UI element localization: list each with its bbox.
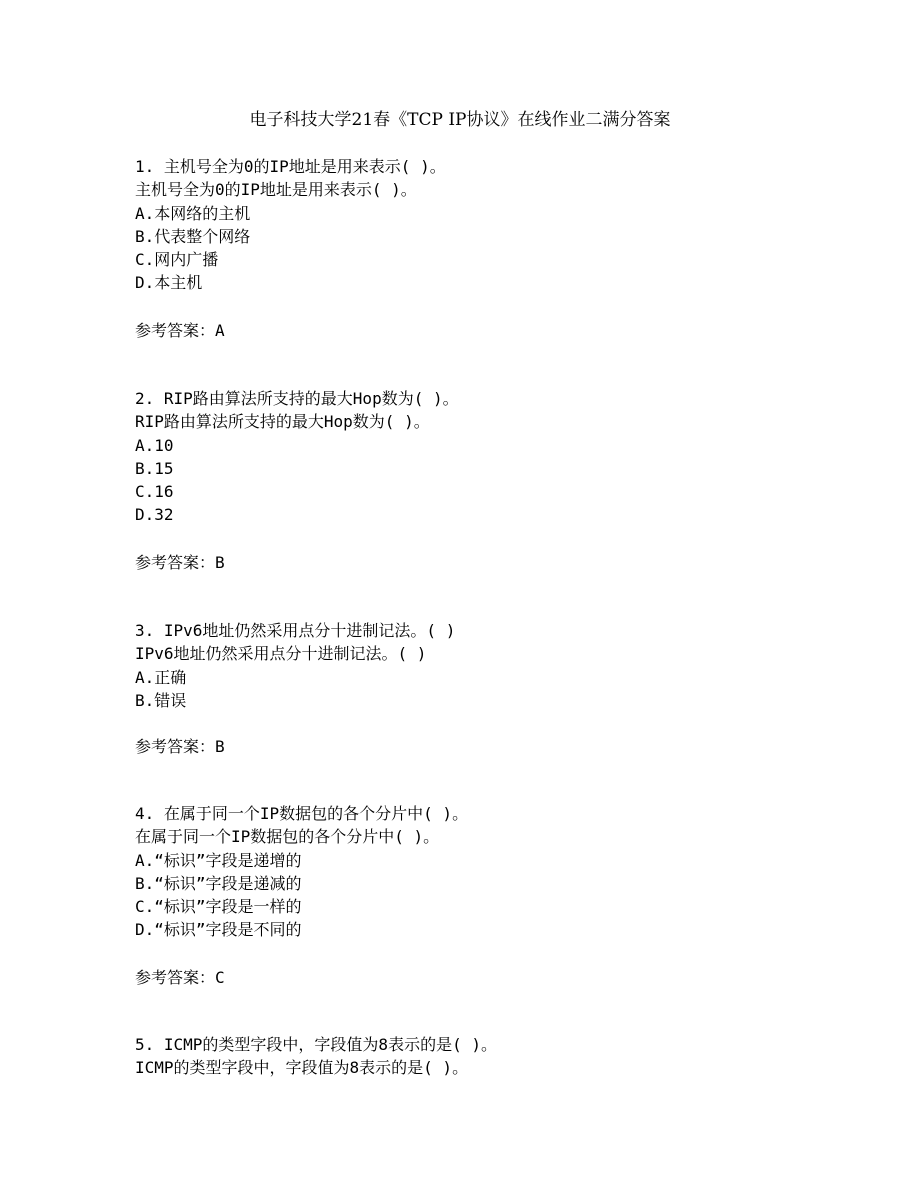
question-stem: 主机号全为0的IP地址是用来表示( )。 [135,180,417,200]
question-5 [135,1033,835,1080]
option-b: B.代表整个网络 [135,226,251,246]
option-c: C.网内广播 [135,250,219,270]
question-heading: 5. ICMP的类型字段中，字段值为8表示的是( )。 [135,1035,497,1054]
question-2 [135,387,835,572]
option-b: B.错误 [135,690,187,710]
option-d: D.本主机 [135,273,203,293]
question-4 [135,802,835,987]
question-stem: IPv6地址仍然采用点分十进制记法。( ) [135,644,427,664]
question-heading: 2. RIP路由算法所支持的最大Hop数为( )。 [135,389,459,408]
reference-answer: 参考答案：C [135,968,225,987]
option-c: C.“标识”字段是一样的 [135,897,302,917]
option-a: A.本网络的主机 [135,203,251,223]
option-b: B.15 [135,458,174,478]
question-heading: 1. 主机号全为0的IP地址是用来表示( )。 [135,157,446,176]
question-1 [135,155,835,340]
reference-answer: 参考答案：B [135,737,225,756]
document-title: 电子科技大学21春《TCP IP协议》在线作业二满分答案 [249,110,671,130]
option-d: D.32 [135,505,174,525]
option-a: A.“标识”字段是递增的 [135,850,302,870]
question-stem: 在属于同一个IP数据包的各个分片中( )。 [135,827,440,847]
question-heading: 3. IPv6地址仍然采用点分十进制记法。( ) [135,621,456,640]
question-stem: RIP路由算法所支持的最大Hop数为( )。 [135,412,430,432]
question-3 [135,619,835,756]
option-d: D.“标识”字段是不同的 [135,920,302,940]
reference-answer: 参考答案：B [135,553,225,572]
option-b: B.“标识”字段是递减的 [135,873,302,893]
option-c: C.16 [135,482,174,502]
option-a: A.10 [135,435,174,455]
question-heading: 4. 在属于同一个IP数据包的各个分片中( )。 [135,804,469,823]
question-stem: ICMP的类型字段中，字段值为8表示的是( )。 [135,1058,469,1078]
option-a: A.正确 [135,667,187,687]
reference-answer: 参考答案：A [135,321,225,340]
